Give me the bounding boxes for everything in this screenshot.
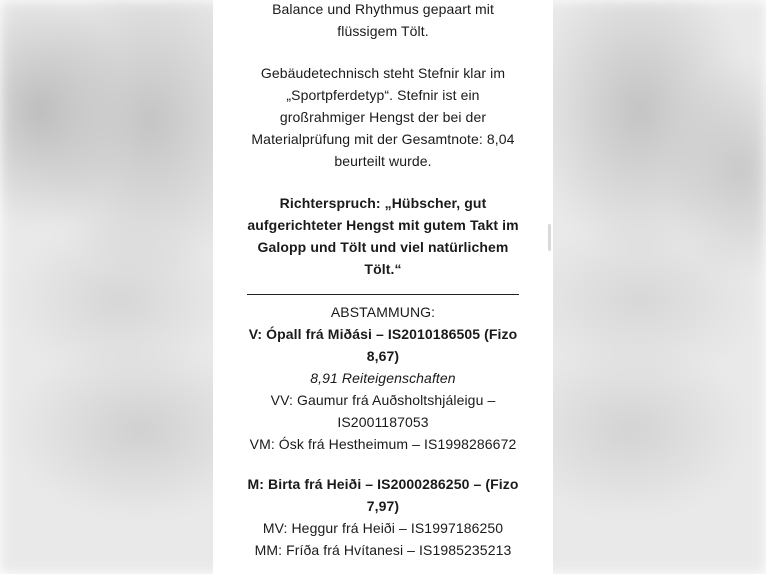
dam-line: M: Birta frá Heiði – IS2000286250 – (Fizo 7,97) — [247, 476, 519, 514]
article-content — [247, 0, 519, 561]
intro-line-1: Balance und Rhythmus gepaart mit — [272, 1, 494, 17]
intro-line-2: flüssigem Tölt. — [337, 23, 429, 39]
sire-dam-line: VM: Ósk frá Hestheimum – IS1998286672 — [249, 436, 517, 452]
judge-quote: Richterspruch: „Hübscher, gut aufgerichteter Hengst mit gutem Takt im Galopp und Tölt und viel natürlichem Tölt.“ — [247, 195, 519, 277]
sire-sire-line: VV: Gaumur frá Auðsholtshjáleigu – IS2001187053 — [270, 392, 496, 430]
dam-dam-line: MM: Fríða frá Hvítanesi – IS1985235213 — [254, 542, 512, 558]
scrollbar-thumb[interactable] — [548, 224, 551, 251]
article-panel[interactable] — [213, 0, 553, 574]
building-paragraph: Gebäudetechnisch steht Stefnir klar im „Sportpferdetyp“. Stefnir ist ein großrahmiger Hengst der bei der Materialprüfung mit der Gesamtnote: 8,04 beurteilt wurde. — [251, 65, 515, 169]
divider — [247, 294, 519, 295]
sire-note: 8,91 Reiteigenschaften — [310, 370, 456, 386]
pedigree-heading: ABSTAMMUNG: — [330, 304, 436, 320]
dam-sire-line: MV: Heggur frá Heiði – IS1997186250 — [262, 520, 504, 536]
sire-line: V: Ópall frá Miðási – IS2010186505 (Fizo 8,67) — [248, 326, 518, 364]
